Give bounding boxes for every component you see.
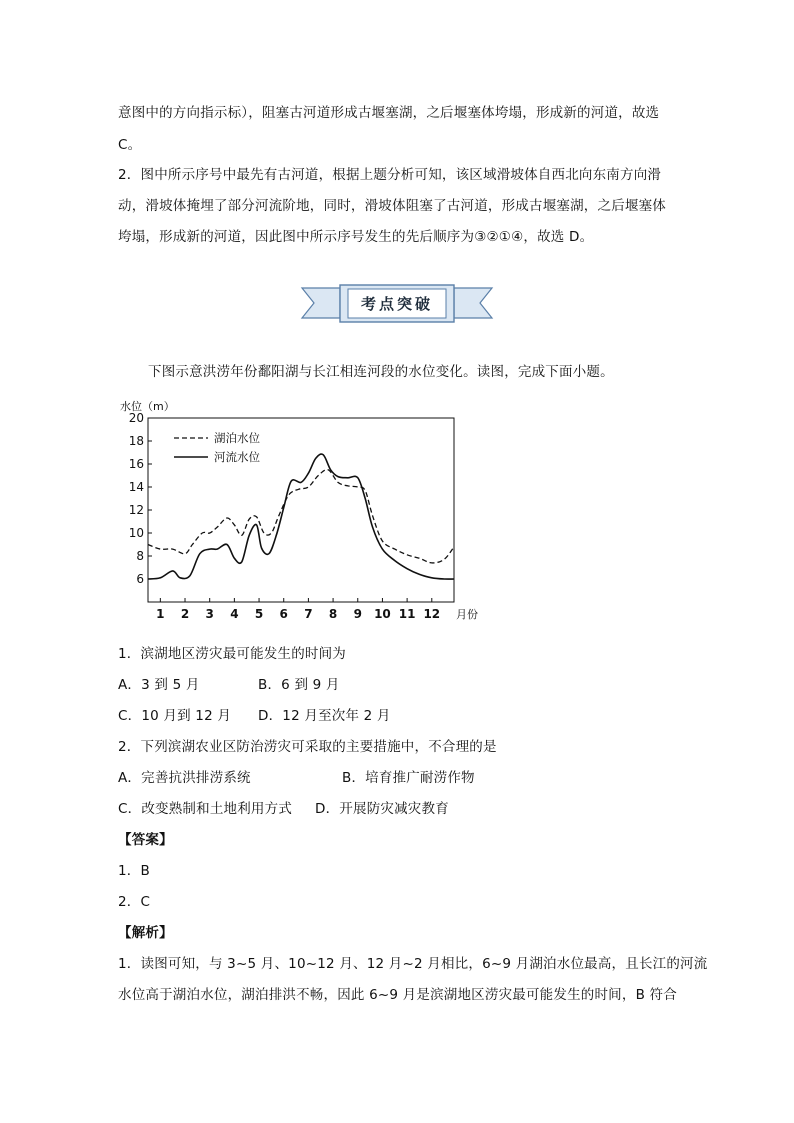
x-tick-label: 10 [374, 607, 391, 621]
question-2: 2．下列滨湖农业区防治涝灾可采取的主要措施中，不合理的是 [118, 739, 497, 755]
x-tick-label: 2 [180, 607, 190, 621]
x-tick-label: 11 [398, 607, 416, 621]
y-axis-label: 水位（m） [120, 400, 175, 413]
prev-text-line-2: C。 [118, 137, 142, 153]
x-tick-label: 8 [328, 607, 338, 621]
section-banner [300, 282, 494, 326]
prev-text-line-3: 2．图中所示序号中最先有古河道，根据上题分析可知，该区域滑坡体自西北向东南方向滑 [118, 167, 662, 183]
q2-option-d: D．开展防灾减灾教育 [315, 801, 449, 817]
q1-option-d: D．12 月至次年 2 月 [258, 708, 391, 724]
y-tick-label: 6 [136, 572, 144, 586]
plot-frame [148, 418, 454, 602]
y-tick-label: 20 [128, 411, 144, 425]
x-axis-unit: 月份 [456, 608, 478, 621]
x-tick-label: 3 [205, 607, 214, 621]
y-tick-label: 16 [128, 457, 144, 471]
analysis-line-1: 1．读图可知，与 3~5 月、10~12 月、12 月~2 月相比，6~9 月湖泊水位最高，且长江的河流 [118, 956, 708, 972]
answer-heading: 【答案】 [118, 832, 173, 848]
prev-text-line-1: 意图中的方向指示标），阻塞古河道形成古堰塞湖，之后堰塞体垮塌，形成新的河道，故选 [118, 105, 660, 121]
answer-2: 2．C [118, 894, 151, 910]
q2-option-b: B．培育推广耐涝作物 [342, 770, 475, 786]
legend-label: 湖泊水位 [214, 431, 260, 445]
river-level-line [148, 454, 454, 579]
question-intro: 下图示意洪涝年份鄱阳湖与长江相连河段的水位变化。读图，完成下面小题。 [148, 364, 614, 380]
analysis-line-2: 水位高于湖泊水位，湖泊排洪不畅，因此 6~9 月是滨湖地区涝灾最可能发生的时间，B 符合 [118, 987, 677, 1003]
q1-option-c: C．10 月到 12 月 [118, 708, 232, 724]
y-tick-label: 18 [128, 434, 144, 448]
q2-option-c: C．改变熟制和土地利用方式 [118, 801, 293, 817]
lake-level-line [148, 470, 454, 563]
x-tick-label: 7 [304, 607, 313, 621]
x-tick-label: 1 [156, 607, 165, 621]
q1-option-a: A．3 到 5 月 [118, 677, 200, 693]
x-tick-label: 4 [230, 607, 239, 621]
question-1: 1．滨湖地区涝灾最可能发生的时间为 [118, 646, 346, 662]
answer-1: 1．B [118, 863, 150, 879]
x-tick-label: 9 [353, 607, 362, 621]
q2-option-a: A．完善抗洪排涝系统 [118, 770, 251, 786]
x-tick-label: 6 [279, 607, 288, 621]
analysis-heading: 【解析】 [118, 925, 173, 941]
prev-text-line-5: 垮塌，形成新的河道，因此图中所示序号发生的先后顺序为③②①④，故选 D。 [118, 229, 594, 245]
y-tick-label: 10 [128, 526, 144, 540]
y-tick-label: 14 [128, 480, 144, 494]
y-tick-label: 12 [128, 503, 144, 517]
water-level-chart [118, 396, 484, 628]
y-tick-label: 8 [136, 549, 144, 563]
legend-label: 河流水位 [214, 450, 260, 464]
x-tick-label: 5 [254, 607, 264, 621]
prev-text-line-4: 动，滑坡体掩埋了部分河流阶地，同时，滑坡体阻塞了古河道，形成古堰塞湖，之后堰塞体 [118, 198, 666, 214]
banner-title: 考点突破 [360, 295, 434, 313]
x-tick-label: 12 [423, 607, 441, 621]
q1-option-b: B．6 到 9 月 [258, 677, 340, 693]
